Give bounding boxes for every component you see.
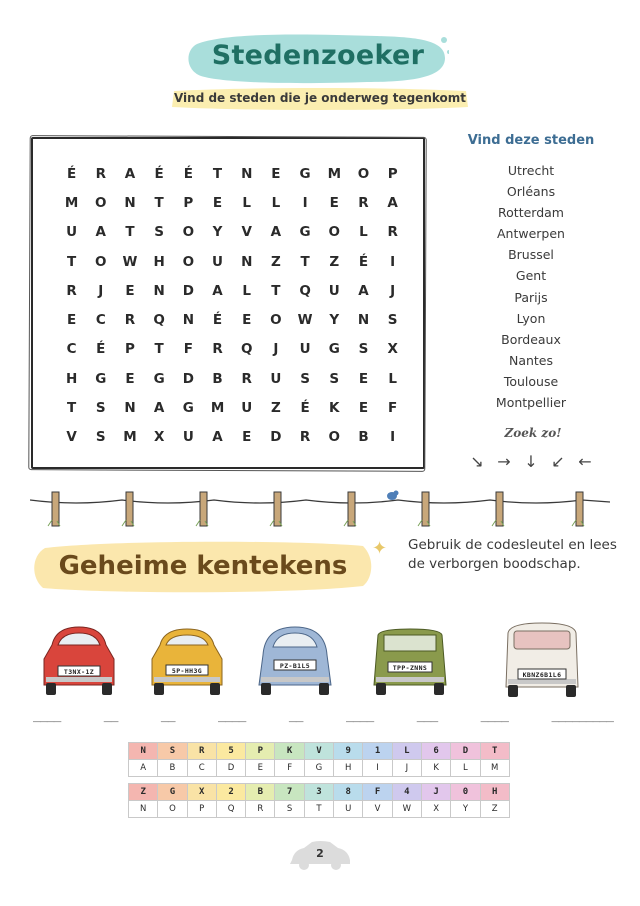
grid-cell[interactable]: L (388, 370, 397, 387)
letter-cell: E (246, 760, 275, 777)
code-cell: K (275, 743, 304, 760)
grid-cell[interactable]: S (95, 429, 106, 446)
grid-cell[interactable]: D (270, 429, 282, 446)
grid-cell[interactable]: U (66, 224, 78, 241)
grid-cell[interactable]: T (300, 253, 310, 270)
grid-cell[interactable]: É (96, 341, 106, 358)
car-van (500, 615, 584, 703)
grid-cell[interactable]: U (270, 370, 282, 387)
code-cell: R (187, 743, 216, 760)
grid-cell[interactable]: É (66, 165, 77, 182)
grid-cell[interactable]: L (271, 194, 281, 211)
grid-cell[interactable]: G (153, 370, 165, 387)
section-title: Geheime kentekens (58, 551, 348, 581)
grid-cell[interactable]: J (273, 341, 279, 358)
license-plate: PZ-B1L5 (279, 662, 311, 670)
grid-cell[interactable]: W (122, 253, 138, 270)
grid-cell[interactable]: Z (329, 253, 340, 270)
code-cell: L (392, 743, 421, 760)
grid-cell[interactable]: S (358, 341, 369, 358)
grid-cell[interactable]: O (328, 429, 341, 446)
code-cell: 1 (363, 743, 392, 760)
code-key-table (128, 742, 510, 818)
row-spacer (129, 777, 510, 784)
word-list-item: Parijs (514, 289, 548, 305)
grid-row (57, 393, 407, 422)
word-list-item: Antwerpen (497, 226, 565, 242)
letter-cell: O (158, 801, 187, 818)
grid-cell[interactable]: P (125, 341, 135, 358)
grid-cell[interactable]: C (66, 341, 77, 358)
grid-cell[interactable]: E (125, 282, 135, 299)
grid-cell[interactable]: Q (240, 341, 253, 358)
word-list-item: Brussel (508, 247, 554, 263)
letter-cell: S (275, 801, 304, 818)
grid-cell[interactable]: S (95, 400, 106, 417)
code-cell: J (421, 784, 450, 801)
answer-blank[interactable]: ____ (218, 708, 246, 723)
grid-cell[interactable]: L (242, 194, 252, 211)
grid-cell[interactable]: U (299, 341, 311, 358)
letter-cell: U (334, 801, 363, 818)
code-cell: 8 (334, 784, 363, 801)
license-plate: KBNZ6B1L6 (522, 671, 562, 679)
grid-cell[interactable]: R (358, 194, 369, 211)
letter-cell: D (216, 760, 245, 777)
grid-cell[interactable]: G (328, 341, 340, 358)
grid-row (57, 335, 407, 364)
grid-cell[interactable]: V (241, 224, 252, 241)
grid-cell[interactable]: R (212, 341, 223, 358)
grid-cell[interactable]: X (387, 341, 398, 358)
grid-cell[interactable]: O (328, 224, 341, 241)
grid-row (57, 305, 407, 334)
grid-cell[interactable]: A (124, 165, 136, 182)
grid-cell[interactable]: E (242, 429, 252, 446)
word-list (462, 160, 600, 413)
letter-cell: W (392, 801, 421, 818)
code-cell: X (187, 784, 216, 801)
arrow-icon: ↓ (524, 452, 538, 471)
letter-cell: H (334, 760, 363, 777)
code-cell: 6 (421, 743, 450, 760)
grid-cell[interactable]: R (241, 370, 252, 387)
grid-cell[interactable]: N (182, 312, 194, 329)
section-title-banner (33, 538, 373, 596)
letter-cell: M (480, 760, 509, 777)
grid-cell[interactable]: É (358, 253, 369, 270)
code-row (129, 784, 510, 801)
word-list-item: Toulouse (503, 373, 559, 389)
grid-cell[interactable]: E (358, 370, 369, 387)
code-row (129, 743, 510, 760)
code-cell: S (158, 743, 187, 760)
word-list-item: Rotterdam (498, 205, 564, 221)
letter-cell: Y (451, 801, 480, 818)
letter-cell: I (363, 760, 392, 777)
grid-cell[interactable]: Z (271, 400, 281, 417)
grid-cell[interactable]: K (329, 400, 340, 417)
grid-cell[interactable]: O (357, 165, 370, 182)
car-red (38, 615, 120, 703)
grid-cell[interactable]: P (387, 165, 398, 182)
letter-cell: V (363, 801, 392, 818)
sparkle-icon: ✦ (372, 538, 388, 559)
arrow-icon: ← (578, 452, 592, 471)
letter-cell: Q (216, 801, 245, 818)
letter-cell: X (421, 801, 450, 818)
word-list-item: Utrecht (507, 163, 555, 178)
word-search-grid (31, 137, 425, 469)
grid-cell[interactable]: U (212, 253, 224, 270)
letter-cell: N (129, 801, 158, 818)
grid-cell[interactable]: A (153, 400, 165, 417)
grid-cell[interactable]: D (182, 370, 194, 387)
grid-cell[interactable]: N (153, 282, 165, 299)
grid-cell[interactable]: É (154, 165, 164, 182)
letter-cell: P (187, 801, 216, 818)
grid-cell[interactable]: G (299, 165, 311, 182)
grid-cell[interactable]: N (357, 312, 370, 329)
grid-cell[interactable]: T (212, 165, 223, 182)
grid-row (57, 247, 407, 276)
grid-cell[interactable]: N (124, 194, 136, 211)
word-list-item: Montpellier (495, 395, 567, 411)
grid-cell[interactable]: Q (299, 282, 311, 299)
code-cell: G (158, 784, 187, 801)
grid-cell[interactable]: I (302, 194, 308, 211)
letter-row (129, 801, 510, 818)
grid-cell[interactable]: S (387, 312, 398, 329)
grid-cell[interactable]: J (98, 282, 104, 299)
grid-cell[interactable]: O (182, 224, 195, 241)
car-green (368, 615, 452, 703)
grid-cell[interactable]: T (154, 341, 164, 358)
grid-cell[interactable]: U (182, 429, 194, 446)
grid-cell[interactable]: O (95, 194, 107, 211)
grid-row (57, 276, 407, 305)
grid-cell[interactable]: R (124, 312, 136, 329)
code-cell: D (451, 743, 480, 760)
grid-cell[interactable]: L (359, 224, 368, 241)
subtitle-banner (170, 86, 470, 112)
grid-cell[interactable]: O (95, 253, 107, 270)
letter-cell: K (421, 760, 450, 777)
grid-cell[interactable]: G (182, 400, 194, 417)
page-title: Stedenzoeker (211, 40, 425, 71)
grid-cell[interactable]: A (212, 429, 223, 446)
word-list-heading: Vind deze steden (467, 133, 595, 148)
grid-cell[interactable]: É (212, 312, 223, 329)
grid-cell[interactable]: G (95, 370, 107, 387)
grid-cell[interactable]: M (210, 400, 225, 417)
letter-cell: C (187, 760, 216, 777)
grid-cell[interactable]: B (358, 429, 369, 446)
grid-cell[interactable]: S (300, 370, 310, 387)
grid-cell[interactable]: R (95, 165, 106, 182)
grid-cell[interactable]: P (183, 194, 194, 211)
grid-cell[interactable]: O (270, 312, 282, 329)
grid-cell[interactable]: É (300, 400, 310, 417)
title-banner (187, 30, 449, 88)
letter-row (129, 760, 510, 777)
grid-cell[interactable]: E (125, 370, 135, 387)
grid-cell[interactable]: E (358, 400, 369, 417)
grid-cell[interactable]: I (390, 253, 396, 270)
grid-cell[interactable]: F (183, 341, 193, 358)
grid-cell[interactable]: M (64, 194, 79, 211)
grid-cell[interactable]: M (123, 429, 137, 446)
code-cell: 7 (275, 784, 304, 801)
grid-cell[interactable]: T (66, 253, 77, 270)
instructions-text: Gebruik de codesleutel en lees de verborgen boodschap. (408, 537, 617, 572)
grid-cell[interactable]: Q (153, 312, 165, 329)
answer-blank[interactable]: _________ (551, 708, 613, 723)
grid-cell[interactable]: E (66, 312, 77, 329)
code-cell: 4 (392, 784, 421, 801)
grid-cell[interactable]: A (387, 194, 398, 211)
page-number: 2 (316, 847, 324, 860)
word-list-item: Lyon (516, 310, 546, 326)
code-cell: 2 (216, 784, 245, 801)
code-cell: F (363, 784, 392, 801)
license-plate: TPP-ZNNS (392, 664, 428, 672)
letter-cell: F (275, 760, 304, 777)
code-cell: N (129, 743, 158, 760)
word-list-item: Gent (515, 268, 547, 284)
grid-cell[interactable]: Y (212, 224, 223, 241)
word-list-item: Bordeaux (501, 331, 561, 347)
grid-row (57, 364, 407, 393)
grid-cell[interactable]: A (212, 282, 223, 299)
letter-cell: R (246, 801, 275, 818)
page-subtitle: Vind de steden die je onderweg tegenkomt (173, 91, 467, 105)
code-cell: 5 (216, 743, 245, 760)
car-yellow (148, 615, 226, 703)
grid-cell[interactable]: F (388, 400, 398, 417)
arrow-icon: → (497, 452, 511, 471)
letter-cell: T (304, 801, 333, 818)
grid-cell[interactable]: Y (329, 312, 340, 329)
answer-blank[interactable]: ____ (480, 708, 508, 723)
code-cell: V (304, 743, 333, 760)
answer-blank[interactable]: ____ (345, 708, 374, 723)
grid-cell[interactable]: D (182, 282, 194, 299)
answer-blank[interactable]: __ (103, 708, 118, 723)
code-cell: H (480, 784, 509, 801)
license-plate: T3NX-1Z (63, 668, 95, 676)
grid-cell[interactable]: A (95, 224, 106, 241)
grid-cell[interactable]: H (65, 370, 78, 387)
grid-cell[interactable]: X (153, 429, 165, 446)
answer-blank[interactable]: __ (288, 708, 303, 723)
letter-cell: A (129, 760, 158, 777)
license-plate: 5P-HH3G (171, 667, 203, 675)
grid-cell[interactable]: N (241, 165, 253, 182)
grid-cell[interactable]: W (297, 312, 313, 329)
grid-cell[interactable]: N (241, 253, 253, 270)
grid-cell[interactable]: E (212, 194, 223, 211)
grid-cell[interactable]: T (125, 224, 135, 241)
word-list-item: Nantes (508, 352, 554, 368)
grid-row (57, 423, 407, 452)
grid-row (57, 218, 407, 247)
grid-cell[interactable]: T (66, 400, 77, 417)
code-cell: 0 (451, 784, 480, 801)
grid-cell[interactable]: T (154, 194, 164, 211)
grid-cell[interactable]: A (358, 282, 369, 299)
grid-cell[interactable]: E (271, 165, 281, 182)
grid-cell[interactable]: Z (271, 253, 281, 270)
letter-cell: G (304, 760, 333, 777)
grid-cell[interactable]: C (95, 312, 106, 329)
direction-arrows (466, 452, 596, 471)
direction-hint: Zoek zo! (504, 426, 562, 440)
grid-cell[interactable]: I (390, 429, 396, 446)
grid-cell[interactable]: S (329, 370, 340, 387)
letter-cell: J (392, 760, 421, 777)
grid-cell[interactable]: B (212, 370, 223, 387)
answer-blanks (33, 708, 613, 723)
grid-cell[interactable]: T (271, 282, 281, 299)
letter-cell: L (451, 760, 480, 777)
grid-cell[interactable]: N (124, 400, 136, 417)
grid-cell[interactable]: V (66, 429, 77, 446)
code-cell: 9 (334, 743, 363, 760)
code-cell: Z (129, 784, 158, 801)
code-cell: 3 (304, 784, 333, 801)
grid-cell[interactable]: H (153, 253, 165, 270)
car-blue (255, 615, 335, 703)
answer-blank[interactable]: ____ (33, 708, 61, 723)
code-cell: B (246, 784, 275, 801)
grid-cell[interactable]: R (387, 224, 398, 241)
arrow-icon: ↘ (470, 452, 484, 471)
letter-cell: B (158, 760, 187, 777)
fence-divider (30, 488, 610, 530)
grid-cell[interactable]: R (299, 429, 311, 446)
answer-blank[interactable]: ___ (416, 708, 438, 723)
grid-row (57, 159, 407, 188)
letter-grid (57, 159, 407, 452)
grid-cell[interactable]: E (242, 312, 252, 329)
grid-cell[interactable]: U (241, 400, 253, 417)
grid-cell[interactable]: E (329, 194, 339, 211)
grid-cell[interactable]: G (299, 224, 311, 241)
letter-cell: Z (480, 801, 509, 818)
grid-cell[interactable]: S (154, 224, 165, 241)
word-list-item: Orléans (506, 184, 556, 200)
answer-blank[interactable]: __ (160, 708, 175, 723)
code-cell: P (246, 743, 275, 760)
grid-cell[interactable]: U (328, 282, 340, 299)
grid-cell[interactable]: R (66, 282, 77, 299)
grid-cell[interactable]: L (242, 282, 252, 299)
grid-cell[interactable]: A (270, 224, 282, 241)
grid-cell[interactable]: É (183, 165, 193, 182)
grid-cell[interactable]: O (182, 253, 195, 270)
arrow-icon: ↙ (551, 452, 565, 471)
grid-row (57, 188, 407, 217)
grid-cell[interactable]: J (390, 282, 396, 299)
grid-cell[interactable]: M (327, 165, 341, 182)
bird-icon (387, 491, 399, 501)
code-cell: T (480, 743, 509, 760)
